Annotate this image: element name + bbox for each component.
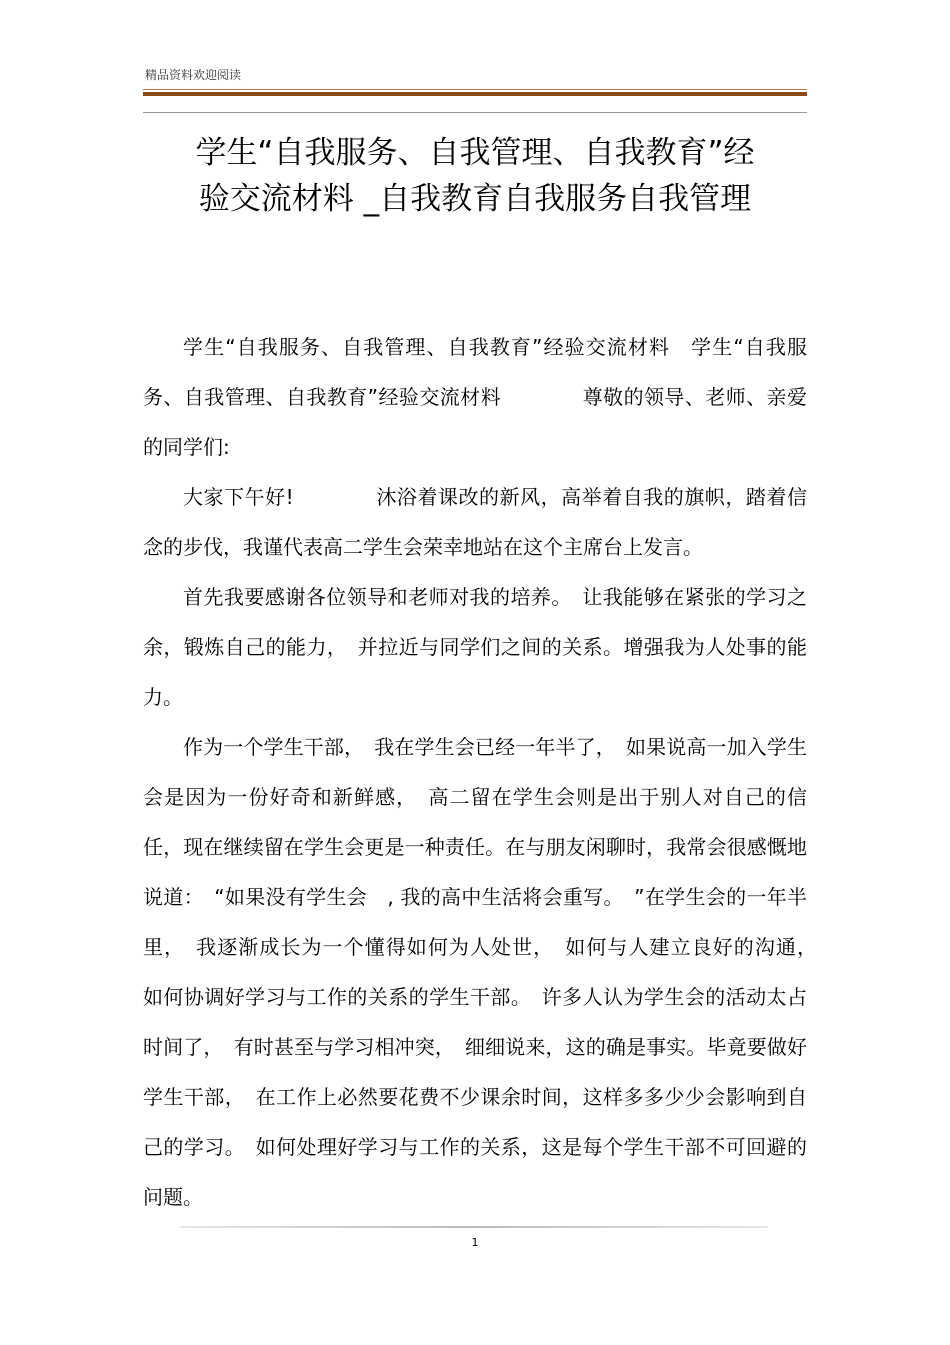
document-title bbox=[143, 130, 807, 222]
document-body bbox=[143, 322, 827, 1222]
title-line-1: 学生“自我服务、自我管理、自我教育”经 bbox=[195, 135, 755, 171]
paragraph-2: 大家下午好! 沐浴着课改的新风，高举着自我的旗帜，踏着信念的步伐，我谨代表高二学生会荣幸地站在这个主席台上发言。 bbox=[143, 485, 807, 559]
footer-rule bbox=[180, 1226, 768, 1228]
paragraph-3: 首先我要感谢各位领导和老师对我的培养。 让我能够在紧张的学习之余，锻炼自己的能力， 并拉近与同学们之间的关系。增强我为人处事的能力。 bbox=[143, 585, 807, 709]
title-line-2: 验交流材料 _自我教育自我服务自我管理 bbox=[198, 181, 752, 217]
header-rule-thick bbox=[143, 92, 807, 96]
header-text: 精品资料欢迎阅读 bbox=[145, 68, 242, 82]
paragraph-1: 学生“自我服务、自我管理、自我教育”经验交流材料 学生“自我服务、自我管理、自我教育”经验交流材料 尊敬的领导、老师、亲爱的同学们: bbox=[143, 335, 807, 459]
paragraph-4: 作为一个学生干部， 我在学生会已经一年半了， 如果说高一加入学生会是因为一份好奇和新鲜感， 高二留在学生会则是出于别人对自己的信任，现在继续留在学生会更是一种责任。在与朋友闲聊时，我常会很感慨地说道： “如果没有学生会 , 我的高中生活将会重写。 ”在学生会的一年半里， 我逐渐成长为一个懂得如何为人处世， 如何与人建立良好的沟通， 如何协调好学习与工作的关系的学生干部。 许多人认为学生会的活动太占时间了， 有时甚至与学习相冲突， 细细说来，这的确是事实。毕竟要做好学生干部， 在工作上必然要花费不少课余时间，这样多多少少会影响到自己的学习。 如何处理好学习与工作的关系，这是每个学生干部不可回避的问题。 bbox=[143, 735, 827, 1209]
page-number: 1 bbox=[471, 1236, 479, 1249]
header-rule-thin bbox=[143, 89, 807, 90]
header-rule-lower bbox=[143, 112, 807, 113]
